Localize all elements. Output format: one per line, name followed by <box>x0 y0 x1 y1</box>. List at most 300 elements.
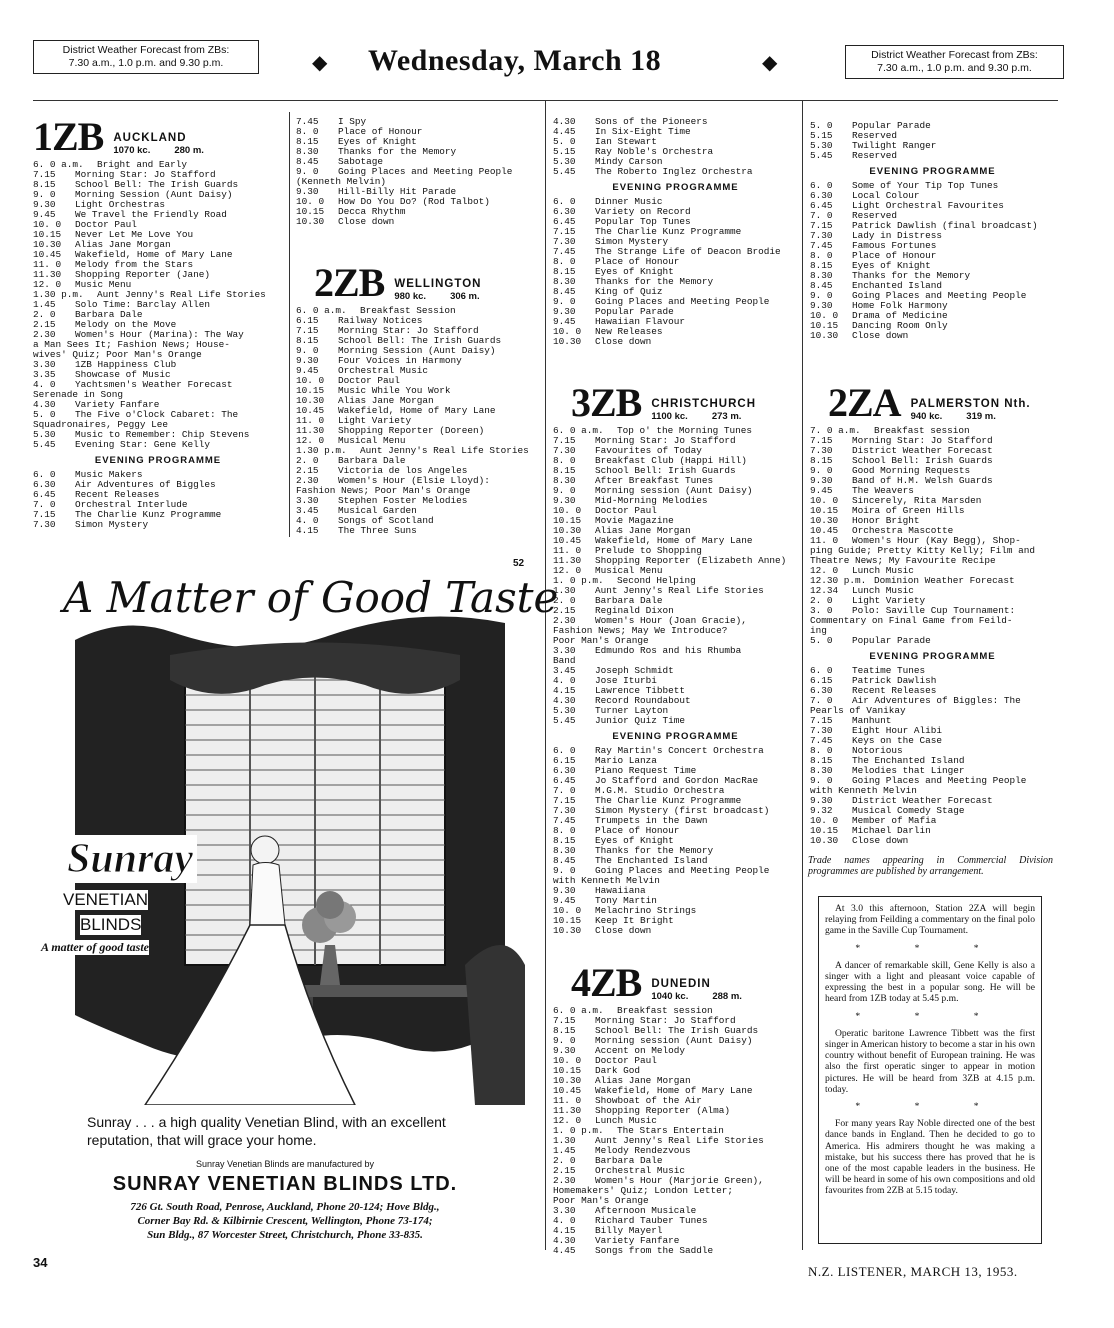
schedule-time: 3.35 <box>33 369 56 380</box>
advert-illustration <box>35 545 535 1105</box>
programme-title: Jo Stafford and Gordon MacRae <box>595 775 759 786</box>
schedule-time: 12.34 <box>810 585 839 596</box>
schedule-time: 5.45 <box>33 439 56 450</box>
advert-company: SUNRAY VENETIAN BLINDS LTD. <box>112 1173 458 1195</box>
schedule-row <box>553 257 798 267</box>
schedule-time: 10.45 <box>553 1085 582 1096</box>
schedule-row <box>810 816 1055 826</box>
schedule-time: 7.15 <box>810 715 833 726</box>
programme-title: Bright and Early <box>97 159 188 170</box>
schedule-time: 6. 0 <box>553 196 576 207</box>
programme-title: Fashion News; Poor Man's Orange <box>296 485 471 496</box>
schedule-row <box>553 696 798 706</box>
programme-title: Recent Releases <box>75 489 160 500</box>
programme-title: Going Places and Meeting People <box>338 166 513 177</box>
schedule-list <box>33 160 283 450</box>
schedule-row <box>553 297 798 307</box>
programme-title: Musical Garden <box>338 505 417 516</box>
schedule-time: 9. 0 <box>296 345 319 356</box>
schedule-row <box>553 1146 798 1156</box>
programme-title: Wakefield, Home of Mary Lane <box>75 249 233 260</box>
schedule-time: 11. 0 <box>810 535 839 546</box>
schedule-row <box>33 440 283 450</box>
schedule-time: 6.30 <box>553 765 576 776</box>
schedule-time: 9. 0 <box>296 166 319 177</box>
programme-title: Morning Star: Jo Stafford <box>595 1015 736 1026</box>
programme-title: Thanks for the Memory <box>595 845 714 856</box>
evening-programme-heading: EVENING PROGRAMME <box>869 651 996 662</box>
schedule-row <box>810 331 1055 341</box>
schedule-time: 10.30 <box>810 835 839 846</box>
programme-title: Thanks for the Memory <box>338 146 457 157</box>
schedule-row <box>810 826 1055 836</box>
programme-title: Reserved <box>852 130 898 141</box>
programme-title: The Charlie Kunz Programme <box>75 509 222 520</box>
schedule-time: 9. 0 <box>810 290 833 301</box>
schedule-time: 10.30 <box>33 239 62 250</box>
schedule-time: 9.30 <box>553 1045 576 1056</box>
schedule-row <box>810 706 1055 716</box>
schedule-time: 8.15 <box>553 1025 576 1036</box>
schedule-time: 8.15 <box>553 266 576 277</box>
programme-title: Local Colour <box>852 190 920 201</box>
schedule-time: 4.15 <box>296 525 319 536</box>
programme-title: The Stars Entertain <box>617 1125 724 1136</box>
schedule-time: 4.30 <box>33 399 56 410</box>
advert-body: Sunray . . . a high quality Venetian Blind, with an excellent reputation, that will grace your home. <box>87 1114 446 1148</box>
programme-title: Reserved <box>852 150 898 161</box>
schedule-time: 10.30 <box>553 336 582 347</box>
schedule-time: 8.15 <box>296 136 319 147</box>
schedule-time: 2. 0 <box>553 1155 576 1166</box>
programme-title: Air Adventures of Biggles: The <box>852 695 1021 706</box>
programme-title: Songs from the Saddle <box>595 1245 714 1256</box>
schedule-time: 9.45 <box>296 365 319 376</box>
programme-title: ping Guide; Pretty Kitty Kelly; Film and <box>810 545 1036 556</box>
schedule-time: 1.45 <box>553 1145 576 1156</box>
schedule-time: 2. 0 <box>296 455 319 466</box>
programme-title: Four Voices in Harmony <box>338 355 462 366</box>
column-rule <box>289 112 290 537</box>
programme-title: Home Folk Harmony <box>852 300 948 311</box>
schedule-time: 1. 0 p.m. <box>553 575 604 586</box>
programme-title: Sons of the Pioneers <box>595 116 708 127</box>
page-number: 34 <box>33 1255 48 1270</box>
programme-title: M.G.M. Studio Orchestra <box>595 785 725 796</box>
station-wavelength: 288 m. <box>712 991 742 1002</box>
schedule-row <box>810 556 1055 566</box>
sunray-advertisement <box>35 545 559 1250</box>
programme-title: Close down <box>595 925 652 936</box>
station-header-2za <box>810 380 1055 425</box>
weather-line: 7.30 a.m., 1.0 p.m. and 9.30 p.m. <box>877 62 1032 74</box>
programme-title: Piano Request Time <box>595 765 697 776</box>
programme-title: Lunch Music <box>852 565 914 576</box>
programme-title: Aunt Jenny's Real Life Stories <box>595 585 764 596</box>
schedule-row <box>296 127 541 137</box>
programme-title: Orchestral Music <box>595 1165 686 1176</box>
programme-title: Place of Honour <box>595 256 680 267</box>
schedule-row <box>553 277 798 287</box>
programme-title: Morning session (Aunt Daisy) <box>595 485 753 496</box>
schedule-row <box>553 1216 798 1226</box>
station-id: 2ZB <box>314 260 385 305</box>
schedule-time: 7.45 <box>296 116 319 127</box>
schedule-time: 5. 0 <box>810 120 833 131</box>
publication-footer: N.Z. LISTENER, MARCH 13, 1953. <box>808 1264 1018 1279</box>
programme-title: Joseph Schmidt <box>595 665 674 676</box>
programme-title: Second Helping <box>617 575 696 586</box>
programme-title: Poor Man's Orange <box>553 635 649 646</box>
programme-title: Mario Lanza <box>595 755 657 766</box>
schedule-row <box>33 520 283 530</box>
schedule-time: 4.45 <box>553 126 576 137</box>
programme-title: Alias Jane Morgan <box>75 239 171 250</box>
schedule-time: 5. 0 <box>810 635 833 646</box>
programme-title: Sincerely, Rita Marsden <box>852 495 982 506</box>
schedule-time: 7.30 <box>810 230 833 241</box>
programme-title: Notorious <box>852 745 903 756</box>
schedule-time: 7.15 <box>33 169 56 180</box>
programme-title: Women's Hour (Marina): The Way <box>75 329 244 340</box>
schedule-time: 5.30 <box>33 429 56 440</box>
schedule-time: 11.30 <box>296 425 325 436</box>
schedule-time: 6.15 <box>553 755 576 766</box>
schedule-row <box>810 121 1055 131</box>
programme-title: Place of Honour <box>852 250 937 261</box>
schedule-time: 9. 0 <box>810 465 833 476</box>
programme-title: Prelude to Shopping <box>595 545 702 556</box>
schedule-row <box>810 476 1055 486</box>
weather-box-right <box>845 45 1064 79</box>
schedule-time: 10.15 <box>810 505 839 516</box>
schedule-row <box>810 586 1055 596</box>
schedule-time: 7.15 <box>810 435 833 446</box>
programme-title: Eyes of Knight <box>338 136 417 147</box>
schedule-time: 10.15 <box>553 915 582 926</box>
schedule-time: 7.15 <box>296 325 319 336</box>
programme-title: School Bell: Irish Guards <box>595 465 736 476</box>
schedule-time: 7. 0 <box>33 499 56 510</box>
schedule-row <box>296 207 541 217</box>
schedule-time: 2.15 <box>553 1165 576 1176</box>
schedule-row <box>296 446 541 456</box>
schedule-time: 7.15 <box>553 1015 576 1026</box>
note-paragraph: A dancer of remarkable skill, Gene Kelly is also a singer with a light and pleasant voice capable of expressing the best in a popular song. He will be heard from 1ZB today at 5.45 p.m. <box>825 959 1035 1005</box>
schedule-time: 6.30 <box>33 479 56 490</box>
schedule-time: 10.30 <box>296 216 325 227</box>
schedule-time: 2. 0 <box>33 309 56 320</box>
schedule-row <box>296 217 541 227</box>
schedule-time: 6. 0 a.m. <box>296 305 347 316</box>
trade-names-note: Trade names appearing in Commercial Division programmes are published by arrangement. <box>808 855 1053 877</box>
schedule-time: 2.30 <box>33 329 56 340</box>
schedule-time: 8.15 <box>810 260 833 271</box>
schedule-row <box>553 327 798 337</box>
schedule-time: 7.30 <box>553 236 576 247</box>
schedule-time: 8.15 <box>33 179 56 190</box>
schedule-time: 1.45 <box>33 299 56 310</box>
programme-title: Simon Mystery (first broadcast) <box>595 805 770 816</box>
programme-title: School Bell: Irish Guards <box>852 455 993 466</box>
schedule-time: 12. 0 <box>33 279 62 290</box>
station-header-3zb <box>553 380 798 425</box>
schedule-row <box>553 1106 798 1116</box>
evening-programme-heading: EVENING PROGRAMME <box>94 455 222 466</box>
schedule-time: 8.15 <box>296 335 319 346</box>
diamond-icon: ◆ <box>312 52 328 74</box>
column-2za <box>810 378 1055 846</box>
schedule-time: 7. 0 <box>810 695 833 706</box>
programme-title: Eyes of Knight <box>595 835 674 846</box>
schedule-time: 3.45 <box>553 665 576 676</box>
schedule-time: 9.30 <box>33 199 56 210</box>
programme-title: Hill-Billy Hit Parade <box>338 186 457 197</box>
programme-title: I Spy <box>338 116 367 127</box>
schedule-time: 2.15 <box>296 465 319 476</box>
programme-title: Simon Mystery <box>595 236 669 247</box>
schedule-time: 12. 0 <box>553 565 582 576</box>
separator-stars: * * * <box>855 1010 1005 1022</box>
schedule-time: 5.30 <box>553 705 576 716</box>
schedule-row <box>810 141 1055 151</box>
schedule-time: 10.30 <box>553 525 582 536</box>
schedule-row <box>553 716 798 726</box>
programme-title: Ray Noble's Orchestra <box>595 146 714 157</box>
schedule-time: 5. 0 <box>33 409 56 420</box>
station-city: AUCKLAND <box>113 132 187 144</box>
programme-title: Lawrence Tibbett <box>595 685 686 696</box>
programme-title: Melody Rendezvous <box>595 1145 691 1156</box>
programme-title: Top o' the Morning Tunes <box>617 425 753 436</box>
programme-title: Breakfast session <box>874 425 970 436</box>
programme-title: Poor Man's Orange <box>553 1195 649 1206</box>
programme-title: Band of H.M. Welsh Guards <box>852 475 993 486</box>
schedule-time: 8.15 <box>810 755 833 766</box>
station-city: DUNEDIN <box>651 978 711 990</box>
schedule-time: 4.45 <box>553 1245 576 1256</box>
programme-title: Never Let Me Love You <box>75 229 194 240</box>
programme-title: Morning Star: Jo Stafford <box>852 435 993 446</box>
programme-title: Patrick Dawlish <box>852 675 937 686</box>
schedule-time: 8. 0 <box>810 250 833 261</box>
programme-title: Music Menu <box>75 279 132 290</box>
schedule-time: 10. 0 <box>33 219 62 230</box>
programme-title: Going Places and Meeting People <box>852 290 1027 301</box>
schedule-time: 2.15 <box>553 605 576 616</box>
programme-title: Moira of Green Hills <box>852 505 965 516</box>
column-1zb <box>33 112 283 530</box>
schedule-time: 3. 0 <box>810 605 833 616</box>
schedule-time: 11.30 <box>553 1105 582 1116</box>
programme-title: Melodies that Linger <box>852 765 965 776</box>
schedule-time: 2.30 <box>553 615 576 626</box>
schedule-row <box>553 666 798 676</box>
schedule-row <box>553 926 798 936</box>
schedule-row <box>810 506 1055 516</box>
schedule-time: 7.30 <box>553 805 576 816</box>
schedule-time: 8.30 <box>810 765 833 776</box>
weather-line: District Weather Forecast from ZBs: <box>871 49 1038 61</box>
programme-title: Sabotage <box>338 156 384 167</box>
schedule-row <box>33 510 283 520</box>
schedule-time: 12.30 p.m. <box>810 575 867 586</box>
schedule-time: 7.30 <box>33 519 56 530</box>
schedule-time: 9. 0 <box>553 485 576 496</box>
programme-title: wives' Quiz; Poor Man's Orange <box>33 349 202 360</box>
programme-title: Richard Tauber Tunes <box>595 1215 708 1226</box>
programme-title: Shopping Reporter (Doreen) <box>338 425 485 436</box>
programme-title: Ray Martin's Concert Orchestra <box>595 745 764 756</box>
weather-box-left <box>33 40 259 74</box>
programme-notes-box <box>818 896 1042 1244</box>
programme-title: Homemakers' Quiz; London Letter; <box>553 1185 734 1196</box>
schedule-list <box>810 666 1055 846</box>
programme-title: Squadronaires, Peggy Lee <box>33 419 169 430</box>
programme-title: Light Orchestras <box>75 199 166 210</box>
station-wavelength: 273 m. <box>711 411 742 422</box>
schedule-time: 3.30 <box>296 495 319 506</box>
programme-title: Popular Parade <box>595 306 674 317</box>
programme-title: Women's Hour (Kay Begg), Shop- <box>852 535 1021 546</box>
programme-title: Doctor Paul <box>338 375 400 386</box>
programme-title: Michael Darlin <box>852 825 931 836</box>
programme-title: Melody on the Move <box>75 319 177 330</box>
programme-title: Keep It Bright <box>595 915 674 926</box>
schedule-time: 1.30 p.m. <box>33 289 84 300</box>
programme-title: The Charlie Kunz Programme <box>595 795 742 806</box>
schedule-time: 10.15 <box>810 320 839 331</box>
programme-title: Going Places and Meeting People <box>595 865 770 876</box>
programme-title: Morning Star: Jo Stafford <box>75 169 216 180</box>
programme-title: Fashion News; May We Introduce? <box>553 625 728 636</box>
programme-title: Theatre News; My Favourite Recipe <box>810 555 996 566</box>
schedule-list <box>553 426 798 726</box>
schedule-time: 10.15 <box>296 385 325 396</box>
schedule-time: 4.30 <box>553 1235 576 1246</box>
programme-title: Popular Top Tunes <box>595 216 691 227</box>
schedule-time: 4. 0 <box>33 379 56 390</box>
programme-title: Pearls of Vanikay <box>810 705 906 716</box>
programme-title: Simon Mystery <box>75 519 149 530</box>
station-city: WELLINGTON <box>394 278 482 290</box>
schedule-row <box>553 556 798 566</box>
programme-title: The Strange Life of Deacon Brodie <box>595 246 781 257</box>
programme-title: Women's Hour (Marjorie Green), <box>595 1175 764 1186</box>
programme-title: Barbara Dale <box>595 1155 663 1166</box>
programme-title: The Roberto Inglez Orchestra <box>595 166 753 177</box>
schedule-time: 10. 0 <box>810 815 839 826</box>
schedule-time: 9. 0 <box>553 296 576 307</box>
schedule-row <box>296 197 541 207</box>
programme-title: Afternoon Musicale <box>595 1205 697 1216</box>
station-id: 3ZB <box>571 380 642 425</box>
programme-title: Hawaiian Flavour <box>595 316 686 327</box>
programme-title: Variety on Record <box>595 206 691 217</box>
schedule-row <box>553 746 798 756</box>
schedule-time: 12. 0 <box>553 1115 582 1126</box>
schedule-time: 8.45 <box>553 855 576 866</box>
programme-title: Recent Releases <box>852 685 937 696</box>
schedule-time: 9.30 <box>296 355 319 366</box>
schedule-row <box>553 876 798 886</box>
weather-line: 7.30 a.m., 1.0 p.m. and 9.30 p.m. <box>68 57 224 69</box>
schedule-time: 1.30 <box>553 1135 576 1146</box>
schedule-time: 8.15 <box>553 465 576 476</box>
programme-title: ing <box>810 625 827 636</box>
station-header-4zb <box>553 960 798 1005</box>
station-city: CHRISTCHURCH <box>651 398 756 410</box>
schedule-time: 8.45 <box>296 156 319 167</box>
schedule-time: 2.15 <box>33 319 56 330</box>
programme-title: Ian Stewart <box>595 136 657 147</box>
column-3zb <box>553 378 798 936</box>
programme-title: Alias Jane Morgan <box>338 395 434 406</box>
schedule-row <box>553 1046 798 1056</box>
programme-title: Melachrino Strings <box>595 905 697 916</box>
schedule-time: 8. 0 <box>296 126 319 137</box>
schedule-list <box>810 121 1055 161</box>
schedule-time: 1.30 <box>553 585 576 596</box>
programme-title: Morning Session (Aunt Daisy) <box>75 189 233 200</box>
schedule-time: 11.30 <box>33 269 62 280</box>
advert-tagline: A matter of good taste <box>41 940 149 954</box>
advert-address: Corner Bay Rd. & Kilbirnie Crescent, Wellington, Phone 73-174; <box>137 1215 433 1227</box>
programme-title: Twilight Ranger <box>852 140 937 151</box>
programme-title: Showboat of the Air <box>595 1095 702 1106</box>
advert-address: 726 Gt. South Road, Penrose, Auckland, Phone 20-124; Hove Bldg., <box>130 1201 440 1213</box>
schedule-list <box>553 1006 798 1256</box>
schedule-list <box>810 181 1055 341</box>
programme-title: Teatime Tunes <box>852 665 926 676</box>
schedule-time: 9. 0 <box>810 775 833 786</box>
schedule-time: 8. 0 <box>553 256 576 267</box>
programme-title: Going Places and Meeting People <box>595 296 770 307</box>
station-frequency: 1040 kc. <box>651 991 689 1002</box>
station-header-2zb <box>296 260 541 305</box>
schedule-time: 1.30 p.m. <box>296 445 347 456</box>
programme-title: Mid-Morning Melodies <box>595 495 708 506</box>
programme-title: Popular Parade <box>852 120 931 131</box>
programme-title: Women's Hour (Elsie Lloyd): <box>338 475 490 486</box>
programme-title: Tony Martin <box>595 895 657 906</box>
schedule-time: 7.15 <box>553 226 576 237</box>
schedule-time: 8.30 <box>810 270 833 281</box>
programme-title: Record Roundabout <box>595 695 691 706</box>
programme-title: Women's Hour (Joan Gracie), <box>595 615 747 626</box>
programme-title: Wakefield, Home of Mary Lane <box>595 535 753 546</box>
programme-title: Band <box>553 655 576 666</box>
programme-title: Variety Fanfare <box>75 399 160 410</box>
schedule-row <box>553 227 798 237</box>
schedule-row <box>296 526 541 536</box>
schedule-time: 2.30 <box>553 1175 576 1186</box>
schedule-time: 6.45 <box>553 775 576 786</box>
schedule-time: 9.30 <box>553 306 576 317</box>
programme-title: Wakefield, Home of Mary Lane <box>595 1085 753 1096</box>
programme-title: Light Orchestral Favourites <box>852 200 1004 211</box>
programme-title: Railway Notices <box>338 315 423 326</box>
schedule-row <box>553 1246 798 1256</box>
programme-title: Showcase of Music <box>75 369 171 380</box>
programme-title: Yachtsmen's Weather Forecast <box>75 379 233 390</box>
schedule-row <box>810 201 1055 211</box>
programme-title: Orchestral Interlude <box>75 499 188 510</box>
schedule-time: 7.30 <box>810 725 833 736</box>
schedule-list <box>33 470 283 530</box>
programme-title: Reserved <box>852 210 898 221</box>
schedule-time: 10.15 <box>810 825 839 836</box>
